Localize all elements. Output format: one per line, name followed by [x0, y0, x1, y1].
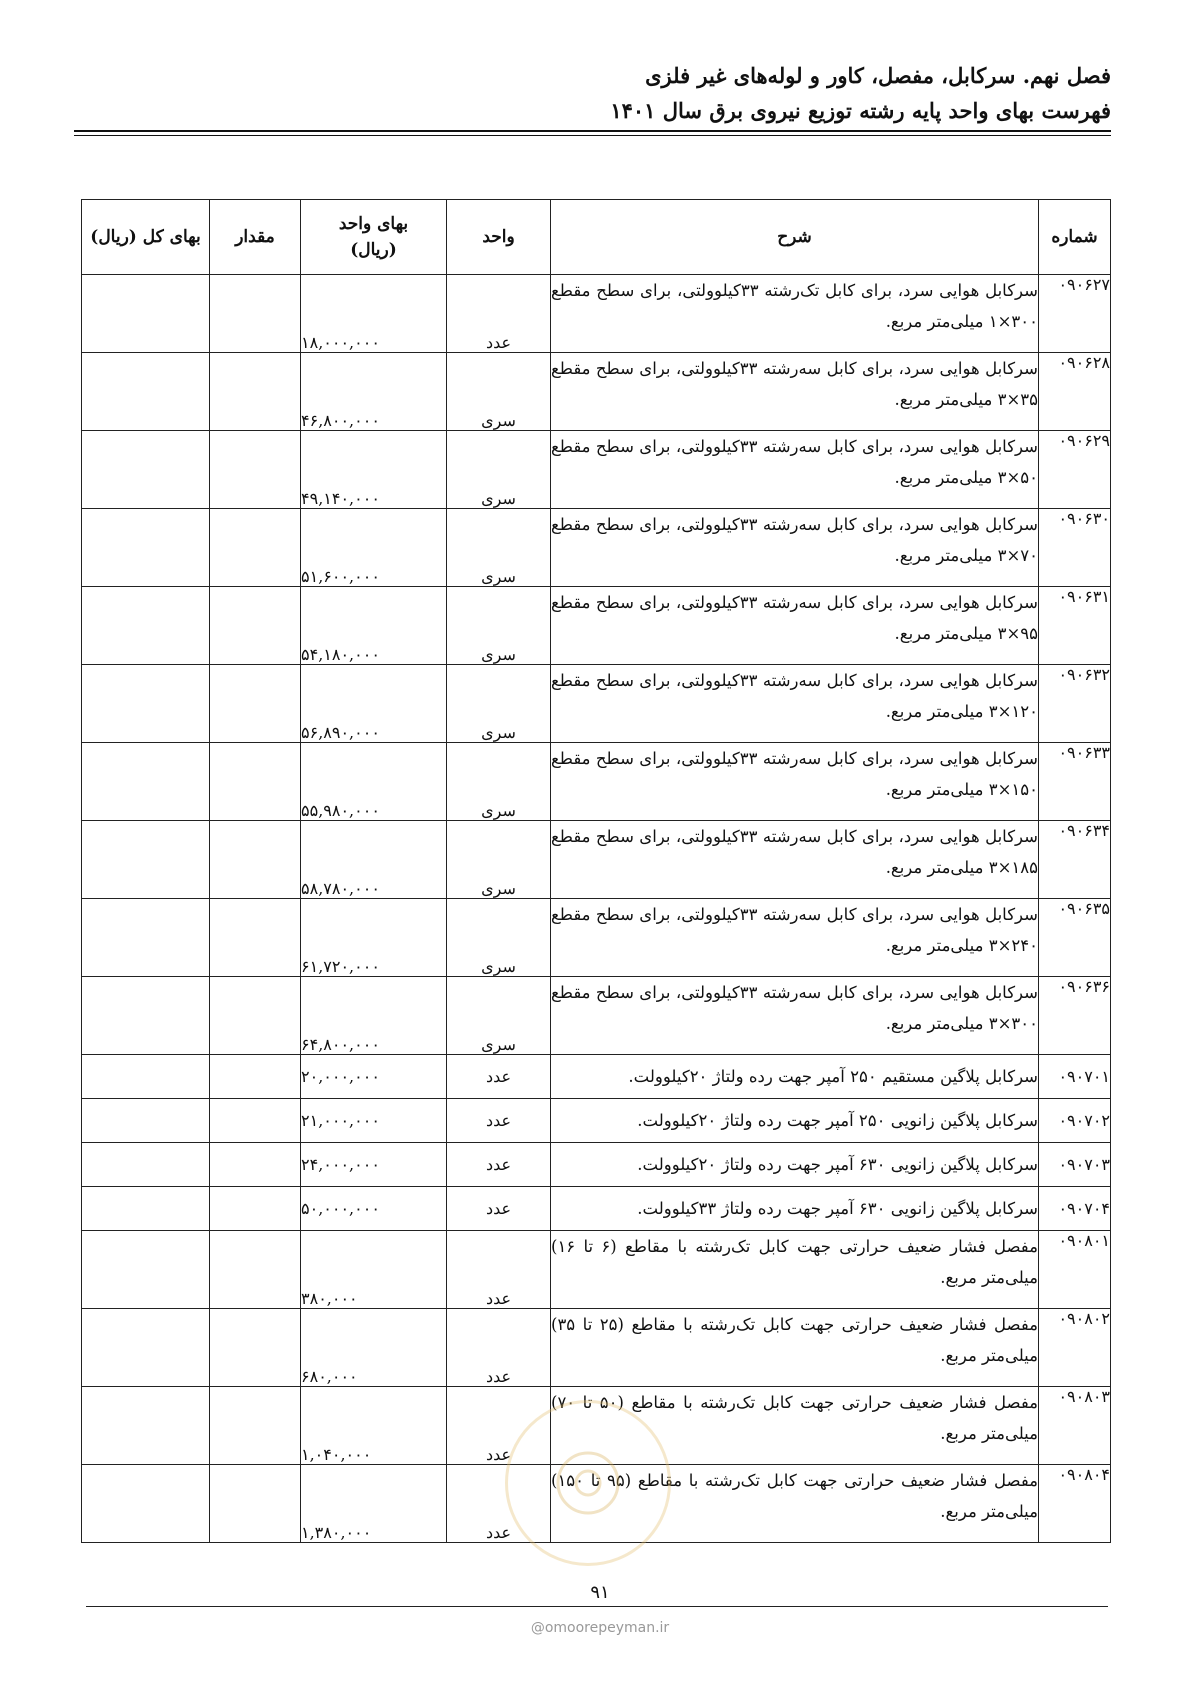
row-code: ۰۹۰۶۲۷ [1039, 275, 1111, 353]
footer-rule [86, 1606, 1108, 1607]
page-header [74, 58, 1111, 128]
table-row [82, 1231, 1111, 1309]
row-code: ۰۹۰۶۲۹ [1039, 431, 1111, 509]
row-description: مفصل فشار ضعیف حرارتی جهت کابل تک‌رشته با مقاطع (۹۵ تا ۱۵۰) میلی‌متر مربع. [551, 1465, 1039, 1543]
row-description: سرکابل هوایی سرد، برای کابل سه‌رشته ۳۳کیلوولتی، برای سطح مقطع ۹۵×۳ میلی‌متر مربع. [551, 587, 1039, 665]
row-description: سرکابل هوایی سرد، برای کابل سه‌رشته ۳۳کیلوولتی، برای سطح مقطع ۳۵×۳ میلی‌متر مربع. [551, 353, 1039, 431]
row-unit: سری [447, 587, 551, 665]
row-description: سرکابل پلاگین مستقیم ۲۵۰ آمپر جهت رده ولتاژ ۲۰کیلوولت. [551, 1055, 1039, 1099]
header-quantity: مقدار [210, 200, 301, 275]
price-list-table [81, 199, 1111, 1543]
row-unit: عدد [447, 275, 551, 353]
row-description: سرکابل هوایی سرد، برای کابل سه‌رشته ۳۳کیلوولتی، برای سطح مقطع ۱۲۰×۳ میلی‌متر مربع. [551, 665, 1039, 743]
row-description: سرکابل هوایی سرد، برای کابل سه‌رشته ۳۳کیلوولتی، برای سطح مقطع ۱۸۵×۳ میلی‌متر مربع. [551, 821, 1039, 899]
row-unit: عدد [447, 1187, 551, 1231]
row-description: سرکابل پلاگین زانویی ۲۵۰ آمپر جهت رده ولتاژ ۲۰کیلوولت. [551, 1099, 1039, 1143]
row-total [82, 431, 210, 509]
row-total [82, 1387, 210, 1465]
row-unit: سری [447, 821, 551, 899]
row-unit-price: ۵۱,۶۰۰,۰۰۰ [301, 509, 447, 587]
table-row [82, 1143, 1111, 1187]
table-row [82, 587, 1111, 665]
row-code: ۰۹۰۶۳۴ [1039, 821, 1111, 899]
chapter-title: فصل نهم. سرکابل، مفصل، کاور و لوله‌های غیر فلزی [645, 63, 1111, 88]
row-unit: عدد [447, 1099, 551, 1143]
row-unit-price: ۵۶,۸۹۰,۰۰۰ [301, 665, 447, 743]
header-description: شرح [551, 200, 1039, 275]
row-unit-price: ۳۸۰,۰۰۰ [301, 1231, 447, 1309]
row-total [82, 353, 210, 431]
header-rule-thick [74, 130, 1111, 132]
row-description: مفصل فشار ضعیف حرارتی جهت کابل تک‌رشته با مقاطع (۵۰ تا ۷۰) میلی‌متر مربع. [551, 1387, 1039, 1465]
row-description: سرکابل هوایی سرد، برای کابل تک‌رشته ۳۳کیلوولتی، برای سطح مقطع ۳۰۰×۱ میلی‌متر مربع. [551, 275, 1039, 353]
table-row [82, 509, 1111, 587]
row-total [82, 899, 210, 977]
header-unit-price [301, 200, 447, 275]
row-description: مفصل فشار ضعیف حرارتی جهت کابل تک‌رشته با مقاطع (۶ تا ۱۶) میلی‌متر مربع. [551, 1231, 1039, 1309]
row-unit-price: ۱,۳۸۰,۰۰۰ [301, 1465, 447, 1543]
row-unit-price: ۲۴,۰۰۰,۰۰۰ [301, 1143, 447, 1187]
table-row [82, 1387, 1111, 1465]
row-description: سرکابل هوایی سرد، برای کابل سه‌رشته ۳۳کیلوولتی، برای سطح مقطع ۲۴۰×۳ میلی‌متر مربع. [551, 899, 1039, 977]
row-quantity [210, 1309, 301, 1387]
row-quantity [210, 509, 301, 587]
row-code: ۰۹۰۸۰۳ [1039, 1387, 1111, 1465]
row-quantity [210, 1465, 301, 1543]
row-quantity [210, 587, 301, 665]
header-unit: واحد [447, 200, 551, 275]
row-quantity [210, 977, 301, 1055]
row-total [82, 1099, 210, 1143]
row-unit: سری [447, 509, 551, 587]
row-code: ۰۹۰۶۳۰ [1039, 509, 1111, 587]
row-code: ۰۹۰۶۳۲ [1039, 665, 1111, 743]
row-quantity [210, 899, 301, 977]
table-row [82, 1465, 1111, 1543]
row-unit-price: ۲۰,۰۰۰,۰۰۰ [301, 1055, 447, 1099]
row-description: سرکابل پلاگین زانویی ۶۳۰ آمپر جهت رده ولتاژ ۲۰کیلوولت. [551, 1143, 1039, 1187]
row-description: سرکابل هوایی سرد، برای کابل سه‌رشته ۳۳کیلوولتی، برای سطح مقطع ۵۰×۳ میلی‌متر مربع. [551, 431, 1039, 509]
row-unit: سری [447, 743, 551, 821]
table-row [82, 899, 1111, 977]
page-number: ۹۱ [590, 1582, 610, 1603]
row-unit-price: ۱۸,۰۰۰,۰۰۰ [301, 275, 447, 353]
row-quantity [210, 1099, 301, 1143]
row-total [82, 1055, 210, 1099]
row-unit: عدد [447, 1143, 551, 1187]
row-quantity [210, 1143, 301, 1187]
row-quantity [210, 743, 301, 821]
row-code: ۰۹۰۷۰۲ [1039, 1099, 1111, 1143]
row-unit-price: ۶۱,۷۲۰,۰۰۰ [301, 899, 447, 977]
table-row [82, 431, 1111, 509]
row-unit: عدد [447, 1387, 551, 1465]
website-watermark: @omoorepeyman.ir [530, 1620, 670, 1636]
row-total [82, 509, 210, 587]
table-row [82, 353, 1111, 431]
row-unit-price: ۴۶,۸۰۰,۰۰۰ [301, 353, 447, 431]
row-description: سرکابل هوایی سرد، برای کابل سه‌رشته ۳۳کیلوولتی، برای سطح مقطع ۷۰×۳ میلی‌متر مربع. [551, 509, 1039, 587]
row-total [82, 665, 210, 743]
table-row [82, 1187, 1111, 1231]
row-total [82, 821, 210, 899]
row-code: ۰۹۰۸۰۴ [1039, 1465, 1111, 1543]
header-unit-price-label: بهای واحد [338, 214, 409, 234]
row-total [82, 1143, 210, 1187]
row-total [82, 587, 210, 665]
table-row [82, 821, 1111, 899]
row-unit-price: ۲۱,۰۰۰,۰۰۰ [301, 1099, 447, 1143]
row-unit: سری [447, 899, 551, 977]
row-code: ۰۹۰۶۳۵ [1039, 899, 1111, 977]
row-unit-price: ۱,۰۴۰,۰۰۰ [301, 1387, 447, 1465]
row-total [82, 977, 210, 1055]
row-quantity [210, 1387, 301, 1465]
row-unit: سری [447, 431, 551, 509]
row-quantity [210, 665, 301, 743]
row-description: سرکابل پلاگین زانویی ۶۳۰ آمپر جهت رده ولتاژ ۳۳کیلوولت. [551, 1187, 1039, 1231]
row-unit-price: ۴۹,۱۴۰,۰۰۰ [301, 431, 447, 509]
row-quantity [210, 1187, 301, 1231]
row-quantity [210, 1231, 301, 1309]
row-code: ۰۹۰۷۰۱ [1039, 1055, 1111, 1099]
row-code: ۰۹۰۶۲۸ [1039, 353, 1111, 431]
row-quantity [210, 275, 301, 353]
row-quantity [210, 431, 301, 509]
row-code: ۰۹۰۶۳۳ [1039, 743, 1111, 821]
row-unit: سری [447, 665, 551, 743]
table-row [82, 275, 1111, 353]
row-unit: سری [447, 353, 551, 431]
table-row [82, 977, 1111, 1055]
table-row [82, 1055, 1111, 1099]
table-row [82, 1099, 1111, 1143]
row-code: ۰۹۰۸۰۱ [1039, 1231, 1111, 1309]
row-unit-price: ۶۸۰,۰۰۰ [301, 1309, 447, 1387]
row-unit: عدد [447, 1055, 551, 1099]
table-header-row [82, 200, 1111, 275]
table-row [82, 665, 1111, 743]
row-quantity [210, 1055, 301, 1099]
row-code: ۰۹۰۸۰۲ [1039, 1309, 1111, 1387]
table-row [82, 743, 1111, 821]
row-code: ۰۹۰۷۰۴ [1039, 1187, 1111, 1231]
row-code: ۰۹۰۶۳۶ [1039, 977, 1111, 1055]
row-description: سرکابل هوایی سرد، برای کابل سه‌رشته ۳۳کیلوولتی، برای سطح مقطع ۳۰۰×۳ میلی‌متر مربع. [551, 977, 1039, 1055]
row-unit-price: ۵۸,۷۸۰,۰۰۰ [301, 821, 447, 899]
row-unit: عدد [447, 1309, 551, 1387]
row-code: ۰۹۰۷۰۳ [1039, 1143, 1111, 1187]
row-total [82, 1465, 210, 1543]
header-unit-price-currency: (ریال) [350, 240, 397, 260]
row-unit: سری [447, 977, 551, 1055]
table-row [82, 1309, 1111, 1387]
row-unit-price: ۵۴,۱۸۰,۰۰۰ [301, 587, 447, 665]
row-total [82, 1231, 210, 1309]
row-code: ۰۹۰۶۳۱ [1039, 587, 1111, 665]
row-description: مفصل فشار ضعیف حرارتی جهت کابل تک‌رشته با مقاطع (۲۵ تا ۳۵) میلی‌متر مربع. [551, 1309, 1039, 1387]
row-total [82, 275, 210, 353]
row-unit-price: ۵۰,۰۰۰,۰۰۰ [301, 1187, 447, 1231]
row-unit: عدد [447, 1231, 551, 1309]
row-quantity [210, 353, 301, 431]
header-total-price: بهای کل (ریال) [82, 200, 210, 275]
row-unit: عدد [447, 1465, 551, 1543]
header-code: شماره [1039, 200, 1111, 275]
row-quantity [210, 821, 301, 899]
row-description: سرکابل هوایی سرد، برای کابل سه‌رشته ۳۳کیلوولتی، برای سطح مقطع ۱۵۰×۳ میلی‌متر مربع. [551, 743, 1039, 821]
header-rule-thin [74, 135, 1111, 136]
row-total [82, 1309, 210, 1387]
list-title: فهرست بهای واحد پایه رشته توزیع نیروی برق سال ۱۴۰۱ [610, 98, 1111, 123]
row-total [82, 743, 210, 821]
row-total [82, 1187, 210, 1231]
row-unit-price: ۶۴,۸۰۰,۰۰۰ [301, 977, 447, 1055]
row-unit-price: ۵۵,۹۸۰,۰۰۰ [301, 743, 447, 821]
